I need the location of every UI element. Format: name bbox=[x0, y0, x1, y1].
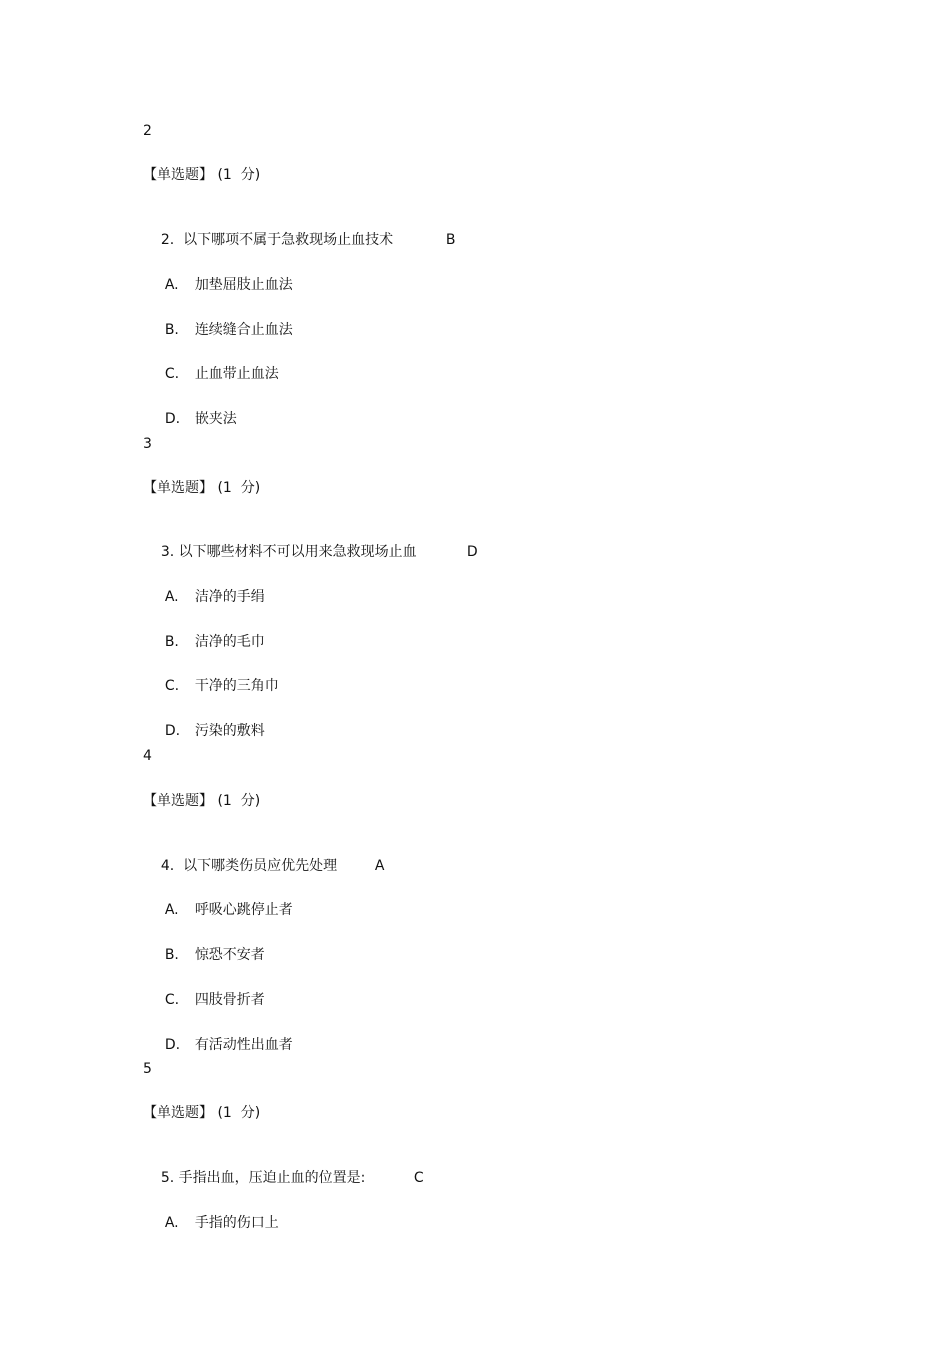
option-row bbox=[147, 612, 265, 650]
option-letter: C. bbox=[164, 992, 180, 1008]
option-text: 惊恐不安者 bbox=[194, 947, 265, 963]
option-text: 止血带止血法 bbox=[194, 366, 279, 382]
question-answer: B bbox=[445, 232, 456, 248]
option-text: 手指的伤口上 bbox=[194, 1215, 279, 1231]
option-letter: B. bbox=[164, 634, 179, 650]
question-type-label: 【单选题】 (1 分) bbox=[143, 167, 261, 183]
option-text: 洁净的手绢 bbox=[194, 589, 265, 605]
option-text: 有活动性出血者 bbox=[194, 1037, 293, 1053]
option-row bbox=[147, 567, 265, 605]
option-row bbox=[147, 389, 237, 427]
option-text: 洁净的毛巾 bbox=[194, 634, 265, 650]
question-stem-line bbox=[143, 210, 456, 248]
question-stem-line bbox=[143, 1148, 424, 1186]
option-letter: A. bbox=[164, 902, 179, 918]
question-number: 2 bbox=[143, 123, 152, 139]
option-letter: D. bbox=[164, 723, 181, 739]
option-letter: B. bbox=[164, 322, 179, 338]
question-type-label: 【单选题】 (1 分) bbox=[143, 480, 261, 496]
option-letter: B. bbox=[164, 947, 179, 963]
question-number: 4 bbox=[143, 748, 152, 764]
question-answer: A bbox=[374, 858, 385, 874]
option-row bbox=[147, 344, 279, 382]
option-text: 加垫屈肢止血法 bbox=[194, 277, 293, 293]
option-row bbox=[147, 1015, 293, 1053]
option-letter: A. bbox=[164, 589, 179, 605]
question-type-label: 【单选题】 (1 分) bbox=[143, 793, 261, 809]
option-letter: C. bbox=[164, 366, 180, 382]
option-text: 干净的三角巾 bbox=[194, 678, 279, 694]
option-letter: A. bbox=[164, 277, 179, 293]
option-letter: A. bbox=[164, 1215, 179, 1231]
question-stem-line bbox=[143, 522, 478, 560]
question-number: 5 bbox=[143, 1061, 152, 1077]
option-text: 连续缝合止血法 bbox=[194, 322, 293, 338]
question-stem: 3. 以下哪些材料不可以用来急救现场止血 bbox=[160, 544, 417, 560]
option-letter: D. bbox=[164, 411, 181, 427]
option-text: 呼吸心跳停止者 bbox=[194, 902, 293, 918]
option-row bbox=[147, 970, 265, 1008]
option-letter: C. bbox=[164, 678, 180, 694]
option-row bbox=[147, 656, 279, 694]
question-stem: 5. 手指出血，压迫止血的位置是: bbox=[160, 1170, 366, 1186]
option-row bbox=[147, 300, 293, 338]
option-row bbox=[147, 255, 293, 293]
question-number: 3 bbox=[143, 436, 152, 452]
question-stem: 2. 以下哪项不属于急救现场止血技术 bbox=[160, 232, 394, 248]
question-type-label: 【单选题】 (1 分) bbox=[143, 1105, 261, 1121]
question-answer: C bbox=[413, 1170, 424, 1186]
option-text: 四肢骨折者 bbox=[194, 992, 265, 1008]
option-row bbox=[147, 925, 265, 963]
option-row bbox=[147, 701, 265, 739]
question-stem: 4. 以下哪类伤员应优先处理 bbox=[160, 858, 338, 874]
question-stem-line bbox=[143, 836, 385, 874]
option-row bbox=[147, 880, 293, 918]
option-letter: D. bbox=[164, 1037, 181, 1053]
option-text: 嵌夹法 bbox=[194, 411, 237, 427]
question-answer: D bbox=[466, 544, 478, 560]
option-text: 污染的敷料 bbox=[194, 723, 265, 739]
option-row bbox=[147, 1193, 279, 1231]
